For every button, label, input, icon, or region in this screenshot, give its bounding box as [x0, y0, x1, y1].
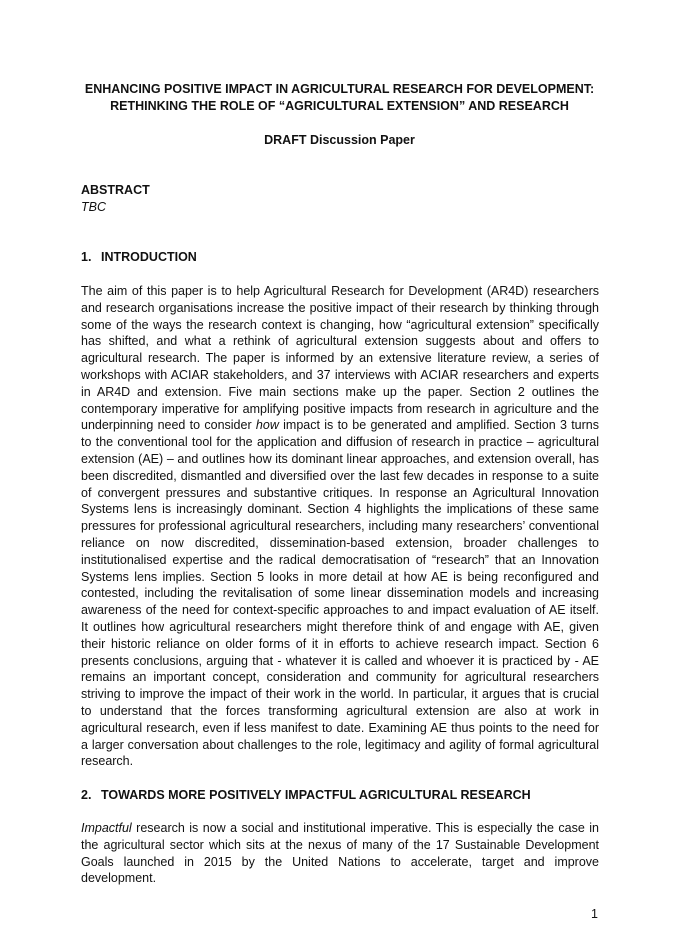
paragraph-text: impact is to be generated and amplified. Section 3 turns to the conventional tool for the application and diffusion of research in practice – agricultural extension (AE) – and outlines how its dominant linear approaches, and extension overall, has been discredited, dismantled and diversified over the last few decades in response to a suite of convergent pressures and substantive critiques. In response an Agricultural Innovation Systems lens is increasingly dominant. Section 4 highlights the implications of these same pressures for professional agricultural researchers, including many researchers’ conventional reliance on now discredited, dissemination-based extension, broader challenges to institutionalised expertise and the radical democratisation of “research” that an Innovation Systems lens implies. Section 5 looks in more detail at how AE is being reconfigured and contested, including the revitalisation of some linear dissemination models and increasing awareness of the need for context-specific approaches to and impact evaluation of AE itself. It outlines how agricultural researchers might therefore think of and engage with AE, given their historic reliance on older forms of it in efforts to achieve research impact. Section 6 presents conclusions, arguing that - whatever it is called and whoever it is practiced by - AE remains an important concept, consideration and community for agricultural researchers striving to improve the impact of their work in the world. In particular, it argues that is crucial to understand that the forces transforming agricultural extension are also at work in agricultural research, even if less manifest to date. Examining AE thus points to the need for a larger conversation about challenges to the role, legitimacy and agility of formal agricultural research. [81, 418, 599, 769]
document-title [60, 81, 619, 115]
section-heading-impactful-research [81, 787, 531, 803]
paragraph-text: research is now a social and institutional imperative. This is especially the case in the agricultural sector which sits at the nexus of many of the 17 Sustainable Development Goals launched in 2015 by the United Nations to accelerate, target and improve development. [81, 821, 599, 886]
page-number: 1 [591, 907, 598, 921]
section-title: INTRODUCTION [101, 250, 197, 264]
section-title: TOWARDS MORE POSITIVELY IMPACTFUL AGRICULTURAL RESEARCH [101, 788, 531, 802]
paragraph-text: The aim of this paper is to help Agricultural Research for Development (AR4D) researchers and research organisations increase the positive impact of their research by thinking through some of the ways the research context is changing, how “agricultural extension” specifically has shifted, and what a rethink of agricultural extension suggests about and offers to agricultural research. The paper is informed by an extensive literature review, a series of workshops with ACIAR stakeholders, and 37 interviews with ACIAR researchers and experts in AR4D and extension. Five main sections make up the paper. Section 2 outlines the contemporary imperative for amplifying positive impacts from research in agriculture and the underpinning need to consider [81, 284, 599, 433]
section-2-paragraph [81, 820, 599, 887]
title-line-2: RETHINKING THE ROLE OF “AGRICULTURAL EXTENSION” AND RESEARCH [110, 99, 569, 113]
emphasis-text: Impactful [81, 821, 132, 835]
abstract-heading: ABSTRACT [81, 183, 150, 197]
introduction-paragraph [81, 283, 599, 770]
title-line-1: ENHANCING POSITIVE IMPACT IN AGRICULTURAL RESEARCH FOR DEVELOPMENT: [84, 82, 595, 96]
abstract-body: TBC [81, 200, 106, 214]
section-heading-introduction [81, 249, 197, 265]
section-number: 1. [81, 250, 92, 264]
document-subtitle: DRAFT Discussion Paper [264, 133, 415, 147]
emphasis-text: how [255, 418, 279, 433]
section-number: 2. [81, 788, 92, 802]
